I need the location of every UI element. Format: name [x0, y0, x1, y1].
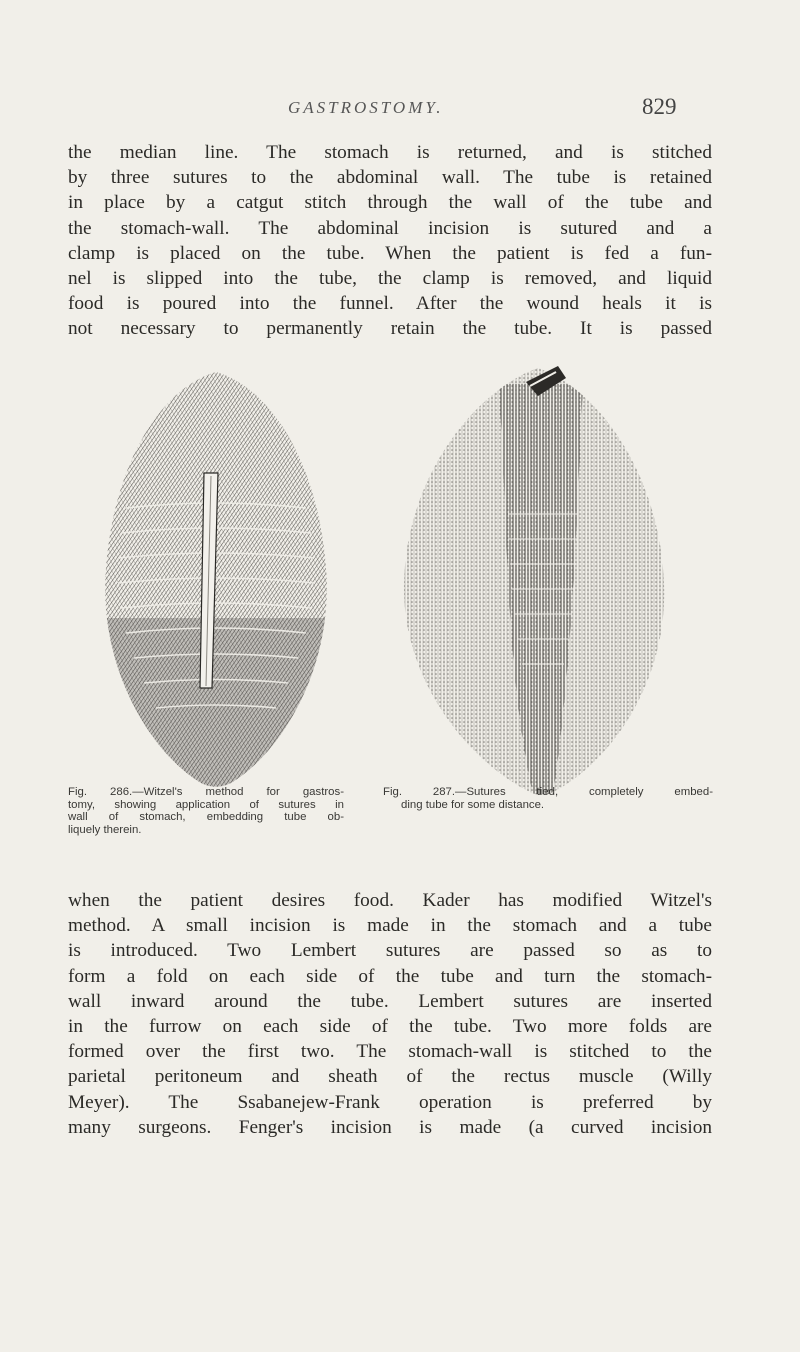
text-line: Meyer). The Ssabanejew-Frank operation is preferred by [68, 1091, 712, 1113]
figure-287-illustration [398, 364, 668, 799]
running-head [0, 94, 800, 124]
text-line: the median line. The stomach is returned, and is stitched [68, 142, 712, 163]
text-line: when the patient desires food. Kader has modified Witzel's [68, 890, 712, 911]
text-line: many surgeons. Fenger's incision is made (a curved incision [68, 1116, 712, 1138]
text-line: food is poured into the funnel. After the wound heals it is [68, 293, 712, 315]
running-title: GASTROSTOMY. [288, 98, 444, 117]
text-line: in the furrow on each side of the tube. Two more folds are [68, 1016, 712, 1038]
text-line: parietal peritoneum and sheath of the rectus muscle (Willy [68, 1066, 712, 1088]
text-line: form a fold on each side of the tube and turn the stomach- [68, 965, 712, 987]
caption-line: wall of stomach, embedding tube ob- [68, 811, 344, 824]
caption-line: Fig. 286.—Witzel's method for gastros- [68, 786, 344, 798]
text-line: in place by a catgut stitch through the wall of the tube and [68, 192, 712, 214]
text-line: nel is slipped into the tube, the clamp is removed, and liquid [68, 268, 712, 290]
text-line: method. A small incision is made in the stomach and a tube [68, 915, 712, 937]
text-line: is introduced. Two Lembert sutures are passed so as to [68, 940, 712, 962]
text-line: the stomach-wall. The abdominal incision is sutured and a [68, 217, 712, 239]
paragraph-top [68, 140, 712, 342]
caption-line: Fig. 287.—Sutures tied, completely embed- [383, 786, 713, 798]
text-line: clamp is placed on the tube. When the patient is fed a fun- [68, 242, 712, 264]
caption-line: ding tube for some distance. [401, 798, 545, 811]
paragraph-bottom [68, 888, 712, 1140]
text-line: not necessary to permanently retain the tube. It is passed [68, 318, 712, 340]
page-number: 829 [642, 94, 677, 119]
caption-line: liquely therein. [68, 823, 142, 836]
text-line: by three sutures to the abdominal wall. The tube is retained [68, 167, 712, 189]
figure-287-caption [383, 786, 713, 811]
text-line: formed over the first two. The stomach-wall is stitched to the [68, 1041, 712, 1063]
caption-line: tomy, showing application of sutures in [68, 798, 344, 811]
figure-286-illustration [96, 368, 336, 793]
text-line: wall inward around the tube. Lembert sutures are inserted [68, 990, 712, 1012]
figure-286-caption [68, 786, 344, 836]
